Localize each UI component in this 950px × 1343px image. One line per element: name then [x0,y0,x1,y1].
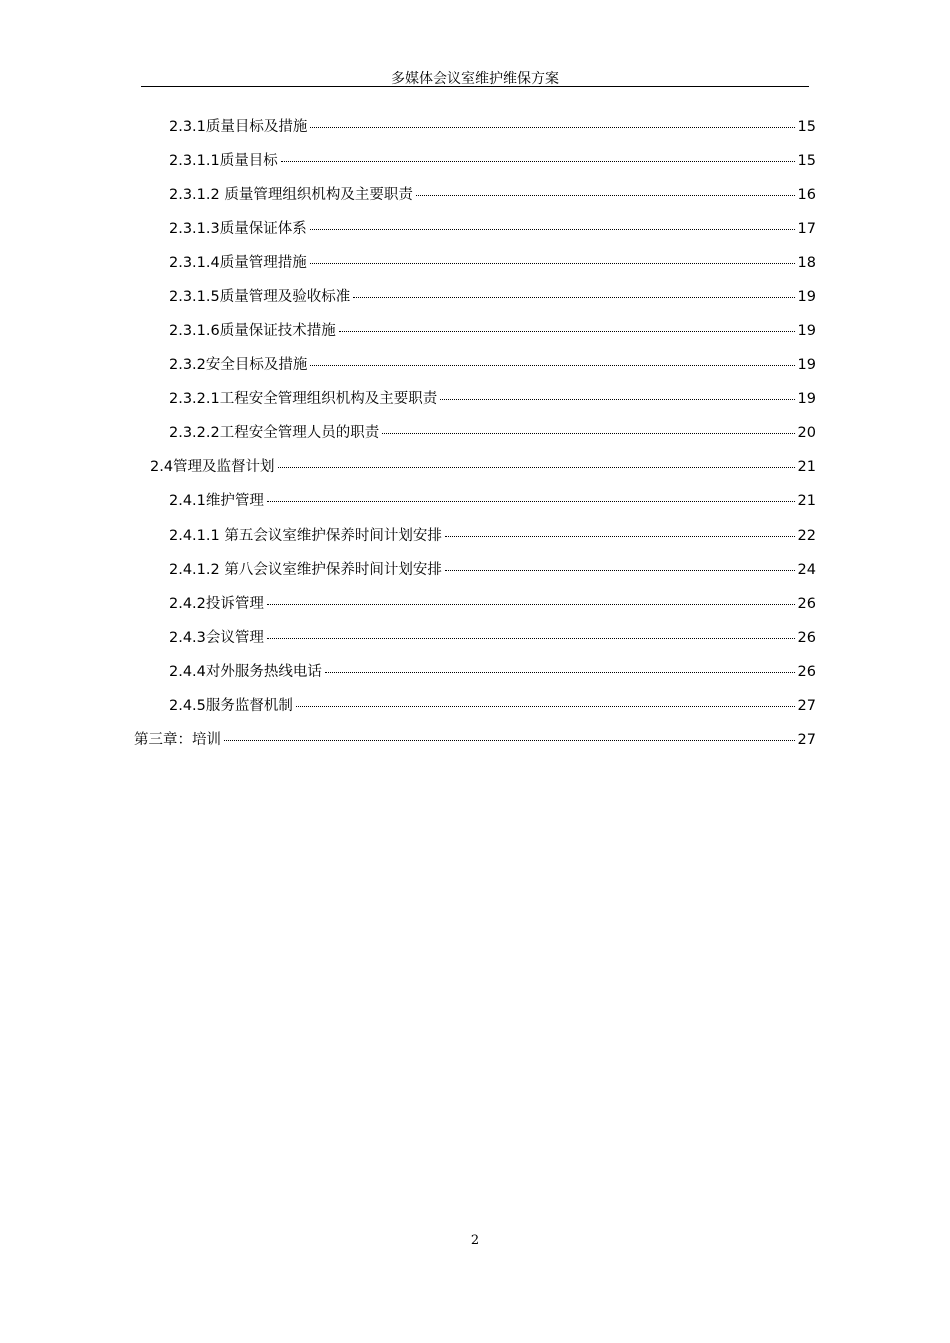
toc-entry[interactable] [169,184,816,206]
toc-entry-title: 2.3.2.1工程安全管理组织机构及主要职责 [169,391,438,407]
toc-dot-leader [267,500,795,502]
toc-dot-leader [310,364,794,366]
toc-entry-page: 27 [797,698,816,714]
toc-entry-page: 26 [797,630,816,646]
toc-entry-page: 21 [797,493,816,509]
toc-dot-leader [325,671,795,673]
toc-entry-page: 24 [797,562,816,578]
toc-entry[interactable] [169,388,816,410]
toc-entry-title: 2.3.1.3质量保证体系 [169,221,307,237]
toc-entry-title: 2.4.5服务监督机制 [169,698,293,714]
toc-entry-page: 16 [797,187,816,203]
toc-entry-title: 2.3.1.4质量管理措施 [169,255,307,271]
toc-dot-leader [440,398,794,400]
toc-dot-leader [445,569,795,571]
toc-entry-page: 21 [797,459,816,475]
toc-dot-leader [296,705,795,707]
toc-entry-title: 第三章：培训 [134,732,221,748]
toc-entry[interactable] [169,320,816,342]
toc-entry-title: 2.4.2投诉管理 [169,596,264,612]
toc-entry[interactable] [169,116,816,138]
toc-entry[interactable] [169,627,816,649]
toc-entry-page: 15 [797,119,816,135]
toc-entry-page: 17 [797,221,816,237]
toc-entry[interactable] [169,422,816,444]
toc-dot-leader [382,432,794,434]
toc-entry[interactable] [169,695,816,717]
toc-entry-page: 15 [797,153,816,169]
toc-dot-leader [339,330,795,332]
toc-entry-title: 2.4.1.1 第五会议室维护保养时间计划安排 [169,528,442,544]
toc-entry-title: 2.3.1.1质量目标 [169,153,278,169]
toc-entry[interactable] [169,218,816,240]
toc-entry-page: 26 [797,596,816,612]
toc-entry-title: 2.4管理及监督计划 [150,459,275,475]
toc-entry-page: 18 [797,255,816,271]
toc-entry[interactable] [169,593,816,615]
toc-entry-title: 2.4.1维护管理 [169,493,264,509]
toc-entry[interactable] [169,354,816,376]
toc-entry-page: 26 [797,664,816,680]
toc-dot-leader [278,466,795,468]
page-number: 2 [470,1233,480,1248]
toc-entry-title: 2.4.3会议管理 [169,630,264,646]
toc-entry-title: 2.3.2安全目标及措施 [169,357,308,373]
toc-entry-title: 2.3.1.6质量保证技术措施 [169,323,336,339]
toc-entry-title: 2.4.4对外服务热线电话 [169,664,322,680]
toc-entry-page: 19 [797,323,816,339]
toc-entry-page: 19 [797,357,816,373]
toc-entry[interactable] [134,729,816,751]
toc-dot-leader [267,637,795,639]
toc-entry[interactable] [169,525,816,547]
toc-entry-title: 2.4.1.2 第八会议室维护保养时间计划安排 [169,562,442,578]
toc-entry-page: 27 [797,732,816,748]
toc-entry[interactable] [169,150,816,172]
toc-dot-leader [267,603,795,605]
toc-entry-title: 2.3.1质量目标及措施 [169,119,308,135]
toc-dot-leader [353,296,794,298]
toc-entry[interactable] [169,661,816,683]
toc-entry[interactable] [169,559,816,581]
toc-dot-leader [310,228,795,230]
toc-dot-leader [310,126,794,128]
toc-entry-title: 2.3.2.2工程安全管理人员的职责 [169,425,380,441]
toc-entry[interactable] [169,286,816,308]
toc-entry-title: 2.3.1.2 质量管理组织机构及主要职责 [169,187,413,203]
toc-dot-leader [310,262,795,264]
toc-dot-leader [445,535,795,537]
toc-entry-page: 19 [797,289,816,305]
toc-entry[interactable] [150,456,816,478]
toc-dot-leader [224,739,795,741]
toc-entry[interactable] [169,252,816,274]
toc-entry[interactable] [169,490,816,512]
toc-entry-page: 20 [797,425,816,441]
toc-dot-leader [281,160,795,162]
toc-entry-page: 19 [797,391,816,407]
toc-entry-page: 22 [797,528,816,544]
toc-dot-leader [416,194,795,196]
toc-entry-title: 2.3.1.5质量管理及验收标准 [169,289,351,305]
page-header-title: 多媒体会议室维护维保方案 [391,71,559,87]
